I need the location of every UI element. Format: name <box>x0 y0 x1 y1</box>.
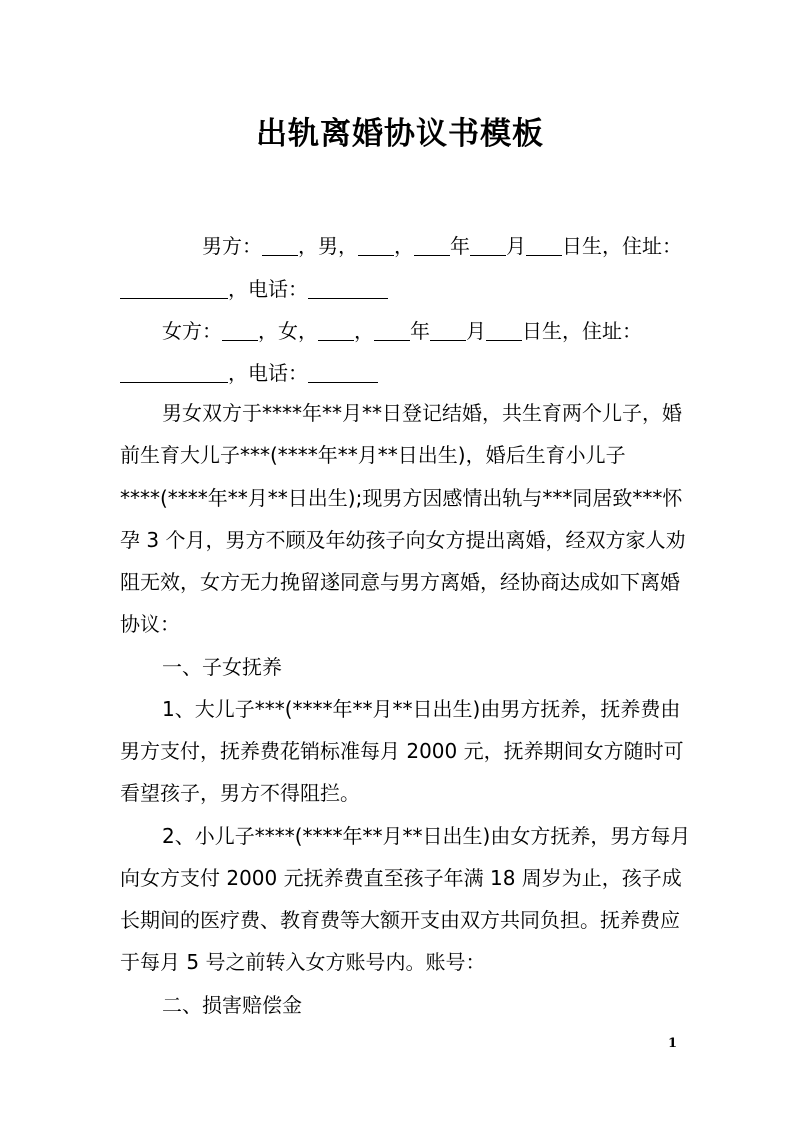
female-born-label: 日生，住址： <box>522 319 642 343</box>
blank-address <box>120 278 228 299</box>
blank-ethnicity <box>358 235 394 256</box>
male-label: 男方： <box>202 234 262 258</box>
female-month-label: 月 <box>466 319 486 343</box>
male-info-line <box>120 233 685 259</box>
blank-year <box>414 235 450 256</box>
page-number: 1 <box>668 1036 678 1051</box>
female-label: 女方： <box>162 319 222 343</box>
female-address-line <box>120 360 685 386</box>
clause-line: 2、小儿子****(****年**月**日出生)由女方抚养，男方每月 <box>162 824 691 848</box>
section-heading-damages: 二、损害赔偿金 <box>162 993 302 1017</box>
intro-line: 男女双方于****年**月**日登记结婚，共生育两个儿子，婚 <box>162 401 682 425</box>
intro-line: 孕 3 个月，男方不顾及年幼孩子向女方提出离婚，经双方家人劝 <box>120 528 686 552</box>
clause-line: 男方支付，抚养费花销标准每月 2000 元，抚养期间女方随时可 <box>120 739 684 763</box>
male-born-label: 日生，住址： <box>562 234 682 258</box>
female-year-label: 年 <box>410 319 430 343</box>
blank-day <box>526 235 562 256</box>
female-gender: ，女， <box>258 319 318 343</box>
clause-line: 于每月 5 号之前转入女方账号内。账号： <box>120 950 486 974</box>
male-phone-label: ，电话： <box>228 277 308 301</box>
male-month-label: 月 <box>506 234 526 258</box>
section-heading-child-custody: 一、子女抚养 <box>162 655 282 679</box>
male-address-line <box>120 276 685 302</box>
intro-line: 阻无效，女方无力挽留遂同意与男方离婚，经协商达成如下离婚 <box>120 570 680 594</box>
clause-line: 1、大儿子***(****年**月**日出生)由男方抚养，抚养费由 <box>162 697 681 721</box>
male-year-label: 年 <box>450 234 470 258</box>
female-comma: ， <box>354 319 374 343</box>
male-gender: ，男， <box>298 234 358 258</box>
blank-address <box>120 362 228 383</box>
intro-line: 前生育大儿子***(****年**月**日出生)，婚后生育小儿子 <box>120 443 626 467</box>
blank-month <box>430 320 466 341</box>
blank-day <box>486 320 522 341</box>
blank-name <box>262 235 298 256</box>
blank-year <box>374 320 410 341</box>
intro-line: 协议： <box>120 612 180 636</box>
intro-line: ****(****年**月**日出生);现男方因感情出轨与***同居致***怀 <box>120 486 683 510</box>
clause-line: 长期间的医疗费、教育费等大额开支由双方共同负担。抚养费应 <box>120 908 680 932</box>
blank-ethnicity <box>318 320 354 341</box>
female-phone-label: ，电话： <box>228 361 308 385</box>
female-info-line <box>120 318 685 344</box>
blank-phone <box>308 278 388 299</box>
blank-month <box>470 235 506 256</box>
male-comma: ， <box>394 234 414 258</box>
blank-name <box>222 320 258 341</box>
blank-phone <box>308 362 378 383</box>
clause-line: 向女方支付 2000 元抚养费直至孩子年满 18 周岁为止，孩子成 <box>120 866 682 890</box>
clause-line: 看望孩子，男方不得阻拦。 <box>120 781 360 805</box>
document-title: 出轨离婚协议书模板 <box>256 116 544 152</box>
